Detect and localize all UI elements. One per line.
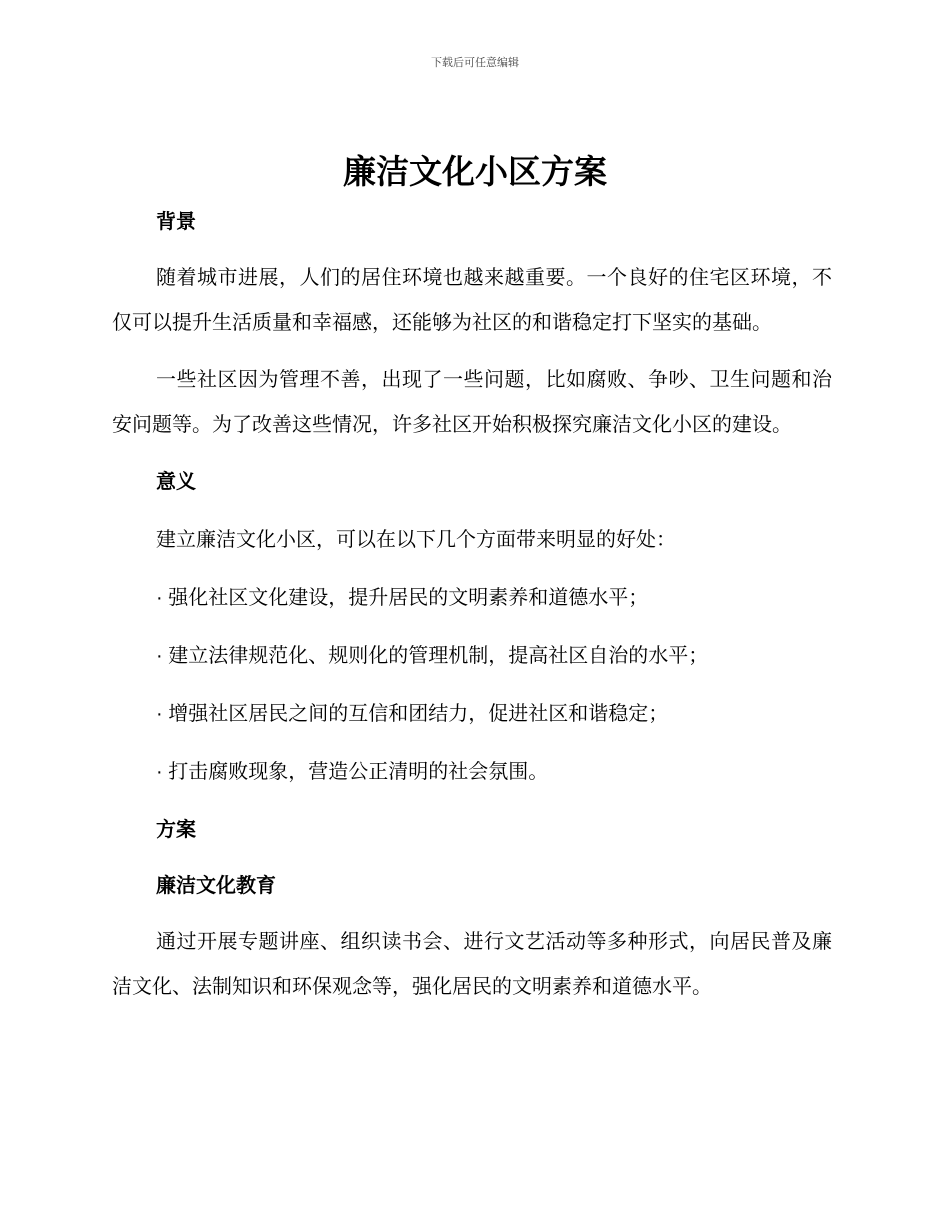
- education-paragraph-1: 通过开展专题讲座、组织读书会、进行文艺活动等多种形式，向居民普及廉洁文化、法制知识和环保观念等，强化居民的文明素养和道德水平。: [112, 931, 832, 998]
- bullet-item: · 建立法律规范化、规则化的管理机制，提高社区自治的水平；: [156, 645, 709, 667]
- background-paragraph-2: 一些社区因为管理不善，出现了一些问题，比如腐败、争吵、卫生问题和治安问题等。为了改善这些情况，许多社区开始积极探究廉洁文化小区的建设。: [112, 369, 832, 436]
- document-title: 廉洁文化小区方案: [343, 153, 607, 190]
- background-paragraph-1: 随着城市进展，人们的居住环境也越来越重要。一个良好的住宅区环境，不仅可以提升生活质量和幸福感，还能够为社区的和谐稳定打下坚实的基础。: [112, 267, 832, 334]
- bullet-item: · 增强社区居民之间的互信和团结力，促进社区和谐稳定；: [156, 703, 669, 725]
- document-body: [112, 200, 832, 1010]
- significance-intro: 建立廉洁文化小区，可以在以下几个方面带来明显的好处：: [156, 529, 676, 551]
- bullet-item: · 强化社区文化建设，提升居民的文明素养和道德水平；: [156, 587, 649, 609]
- bullet-item: · 打击腐败现象，营造公正清明的社会氛围。: [156, 761, 549, 783]
- section-heading-background: 背景: [156, 211, 196, 233]
- subsection-heading-education: 廉洁文化教育: [156, 875, 276, 897]
- section-heading-plan: 方案: [156, 819, 196, 841]
- section-heading-significance: 意义: [156, 471, 196, 493]
- header-note: 下载后可任意编辑: [431, 56, 519, 69]
